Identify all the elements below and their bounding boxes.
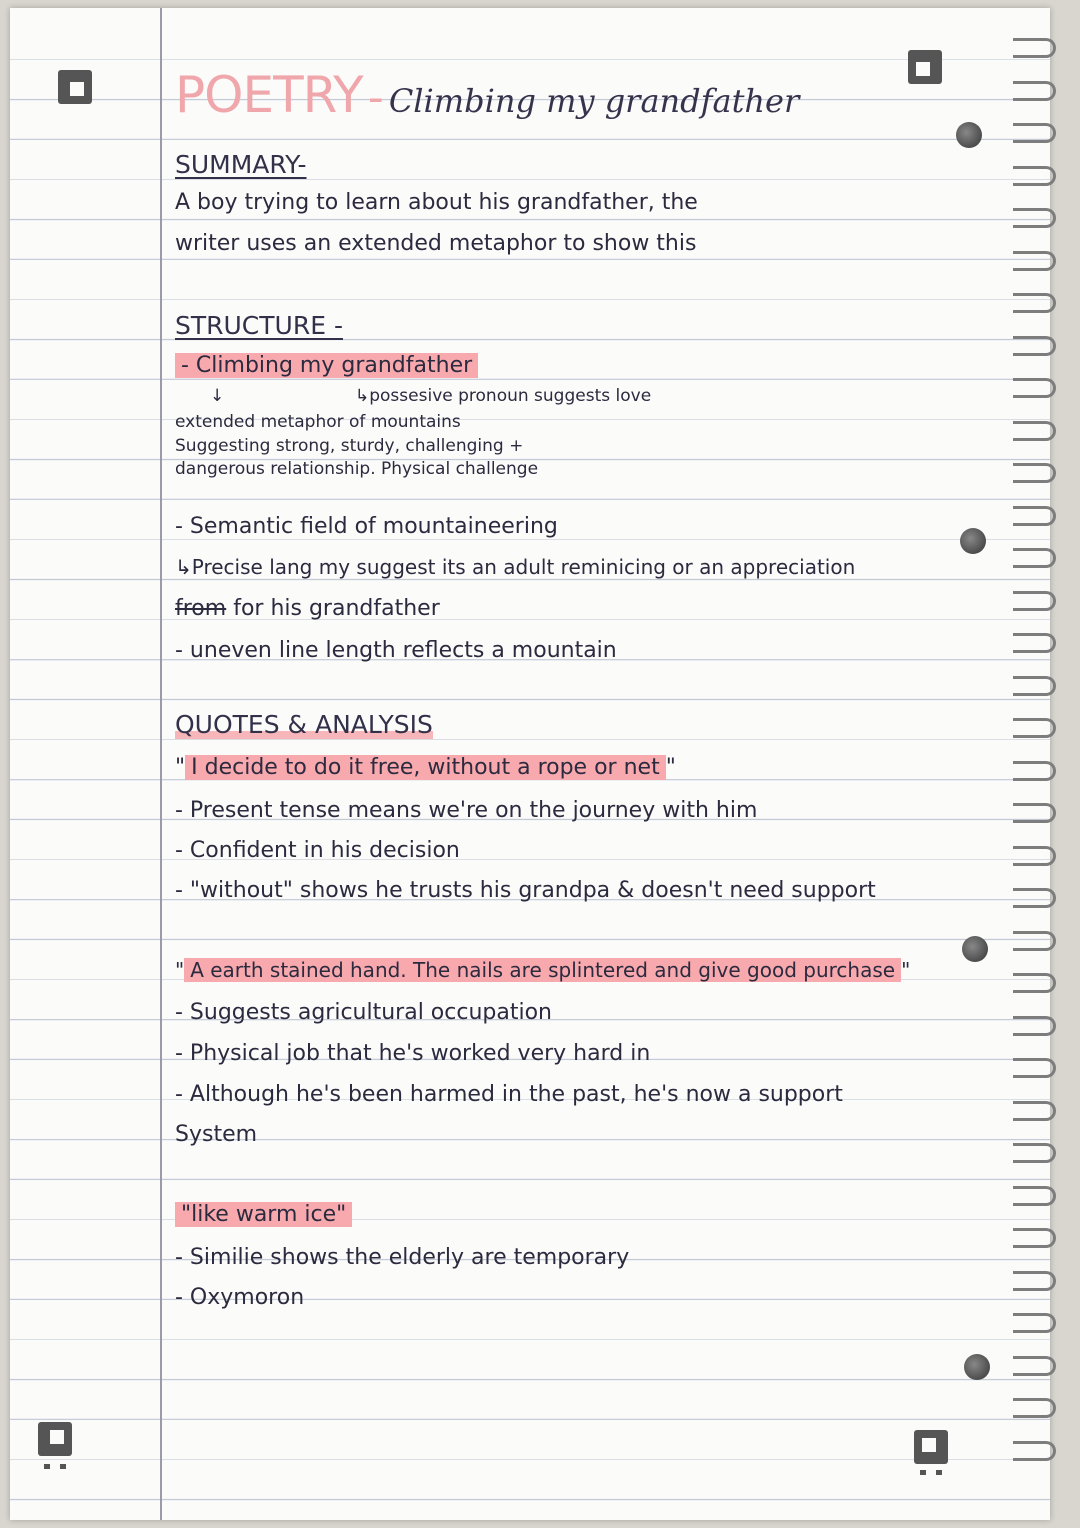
spiral-ring-icon	[1013, 633, 1056, 653]
spiral-ring-icon	[1013, 378, 1056, 398]
punch-hole-icon	[956, 122, 982, 148]
spiral-ring-icon	[1013, 1356, 1056, 1376]
spiral-ring-icon	[1013, 718, 1056, 738]
quote-1	[175, 755, 676, 780]
analysis-point: System	[175, 1122, 258, 1147]
analysis-point: - Physical job that he's worked very hard in	[175, 1041, 651, 1066]
spiral-ring-icon	[1013, 676, 1056, 696]
corner-marker-icon	[58, 70, 92, 104]
corner-marker-icon	[38, 1422, 72, 1456]
summary-line: writer uses an extended metaphor to show this	[175, 231, 697, 256]
spiral-ring-icon	[1013, 1186, 1056, 1206]
punch-hole-icon	[960, 528, 986, 554]
spiral-ring-icon	[1013, 463, 1056, 483]
spiral-ring-icon	[1013, 293, 1056, 313]
struck-word: from	[175, 596, 227, 621]
summary-line: A boy trying to learn about his grandfather, the	[175, 190, 698, 215]
highlighted-quote: A earth stained hand. The nails are splintered and give good purchase	[184, 958, 901, 982]
spiral-ring-icon	[1013, 1398, 1056, 1418]
margin-line	[160, 8, 162, 1520]
punch-hole-icon	[964, 1354, 990, 1380]
spiral-ring-icon	[1013, 591, 1056, 611]
analysis-point: - Suggests agricultural occupation	[175, 1000, 552, 1025]
spiral-ring-icon	[1013, 888, 1056, 908]
corner-marker-icon	[914, 1430, 948, 1464]
summary-heading: SUMMARY-	[175, 150, 307, 179]
spiral-ring-icon	[1013, 1271, 1056, 1291]
spiral-ring-icon	[1013, 166, 1056, 186]
spiral-ring-icon	[1013, 548, 1056, 568]
spiral-binding	[1012, 38, 1056, 1508]
quotes-heading: QUOTES & ANALYSIS	[175, 710, 433, 739]
spiral-ring-icon	[1013, 803, 1056, 823]
spiral-ring-icon	[1013, 1228, 1056, 1248]
spiral-ring-icon	[1013, 1441, 1056, 1461]
spiral-ring-icon	[1013, 506, 1056, 526]
spiral-ring-icon	[1013, 81, 1056, 101]
spiral-ring-icon	[1013, 1016, 1056, 1036]
spiral-ring-icon	[1013, 1313, 1056, 1333]
structure-item	[175, 353, 478, 378]
annotation-text: for his grandfather	[233, 596, 440, 621]
quote-mark: "	[175, 755, 186, 780]
structure-note: Suggesting strong, sturdy, challenging +	[175, 436, 524, 456]
spiral-ring-icon	[1013, 1058, 1056, 1078]
spiral-ring-icon	[1013, 38, 1056, 58]
structure-annotation: ↳possesive pronoun suggests love	[355, 386, 652, 406]
structure-annotation	[175, 596, 440, 621]
title-subtitle: Climbing my grandfather	[388, 82, 800, 120]
spiral-ring-icon	[1013, 251, 1056, 271]
spiral-ring-icon	[1013, 846, 1056, 866]
spiral-ring-icon	[1013, 123, 1056, 143]
highlighted-phrase: - Climbing my grandfather	[175, 353, 478, 378]
title-dash: -	[367, 72, 384, 123]
structure-heading: STRUCTURE -	[175, 311, 343, 340]
spiral-ring-icon	[1013, 761, 1056, 781]
analysis-point: - Present tense means we're on the journey with him	[175, 798, 758, 823]
spiral-ring-icon	[1013, 421, 1056, 441]
highlighted-quote: "like warm ice"	[175, 1202, 352, 1227]
analysis-point: - Oxymoron	[175, 1285, 305, 1310]
notebook-page	[10, 8, 1050, 1520]
quote-3	[175, 1202, 352, 1227]
down-arrow-icon: ↓	[210, 386, 225, 406]
title-main: POETRY	[175, 66, 363, 124]
quote-mark: "	[665, 755, 676, 780]
spiral-ring-icon	[1013, 208, 1056, 228]
highlighted-quote: I decide to do it free, without a rope or net	[185, 755, 666, 780]
analysis-point: - Similie shows the elderly are temporary	[175, 1245, 630, 1270]
corner-marker-icon	[908, 50, 942, 84]
spiral-ring-icon	[1013, 931, 1056, 951]
spiral-ring-icon	[1013, 973, 1056, 993]
spiral-ring-icon	[1013, 1101, 1056, 1121]
structure-note: extended metaphor of mountains	[175, 412, 461, 432]
spiral-ring-icon	[1013, 336, 1056, 356]
spiral-ring-icon	[1013, 1143, 1056, 1163]
corner-dots-icon	[38, 1464, 72, 1469]
analysis-point: - Although he's been harmed in the past, he's now a support	[175, 1082, 843, 1107]
page-title	[175, 66, 799, 124]
structure-annotation: ↳Precise lang my suggest its an adult reminicing or an appreciation	[175, 555, 856, 579]
structure-item: - Semantic field of mountaineering	[175, 514, 558, 539]
analysis-point: - "without" shows he trusts his grandpa & doesn't need support	[175, 878, 876, 903]
structure-item: - uneven line length reflects a mountain	[175, 638, 617, 663]
analysis-point: - Confident in his decision	[175, 838, 460, 863]
quote-mark: "	[175, 958, 185, 982]
quote-mark: "	[901, 958, 911, 982]
punch-hole-icon	[962, 936, 988, 962]
structure-note: dangerous relationship. Physical challenge	[175, 459, 539, 479]
corner-dots-icon	[914, 1470, 948, 1475]
quote-2	[175, 958, 910, 982]
